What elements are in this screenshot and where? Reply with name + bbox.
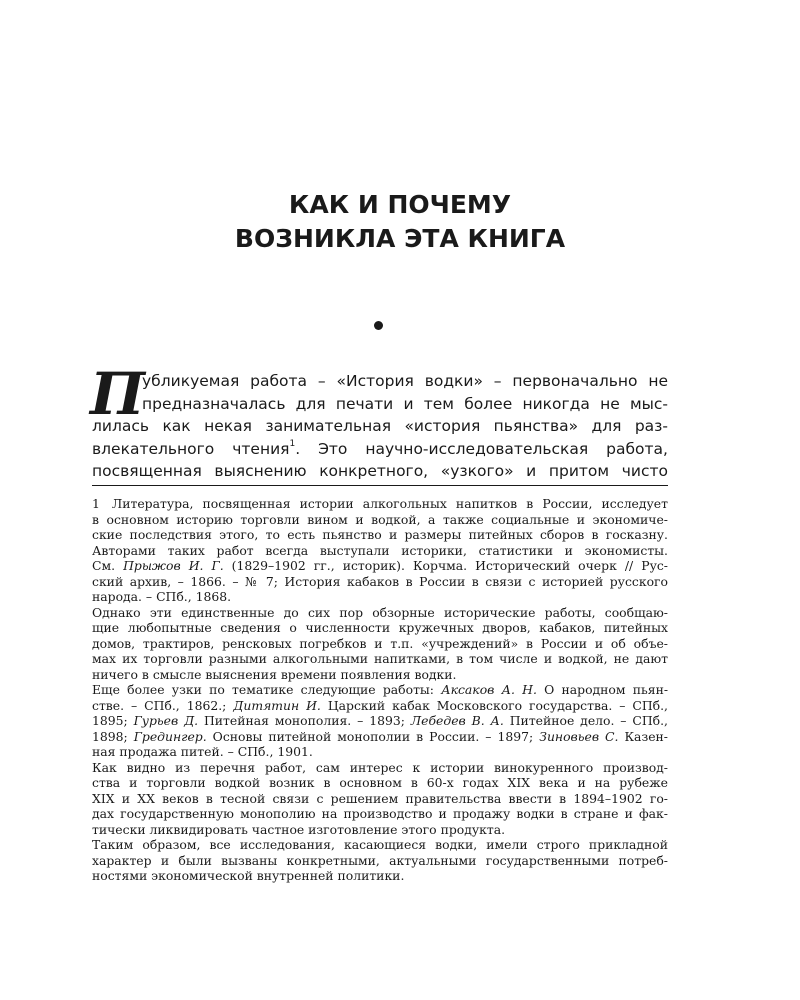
- author-name: Зиновьев С.: [539, 728, 619, 744]
- footnote-line: [92, 682, 668, 698]
- chapter-title-line-2: ВОЗНИКЛА ЭТА КНИГА: [234, 224, 566, 253]
- footnote-line: щие любопытные сведения о численности кружечных дворов, кабаков, питейных: [92, 620, 668, 635]
- footnote-line: Однако эти единственные до сих пор обзорные исторические работы, сообщаю-: [92, 604, 668, 620]
- footnote-line: ничего в смысле выяснения времени появления водки.: [92, 666, 457, 682]
- footnote-line: [92, 558, 668, 574]
- drop-cap: П: [90, 360, 145, 428]
- footnote-line: тически ликвидировать частное изготовление этого продукта.: [92, 821, 506, 837]
- footnote-line: [92, 496, 668, 512]
- footnote-line: [92, 713, 668, 729]
- body-line: убликуемая работа – «История водки» – первоначально не: [142, 372, 668, 390]
- footnote-line: ские последствия этого, то есть пьянство и размеры питейных сборов в госказну.: [92, 527, 668, 542]
- author-name: Прыжов И. Г.: [123, 558, 224, 573]
- footnote-line: дах государственную монополию на производство и продажу водки в стране и фак-: [92, 806, 668, 821]
- footnote-text: Царский кабак Московского государства. – СПб.,: [320, 697, 668, 713]
- footnote-line: народа. – СПб., 1868.: [92, 589, 232, 604]
- body-text-segment: влекательного чтения: [92, 439, 290, 458]
- footnote-line: домов, трактиров, ренсковых погребков и т.п. «учреждений» в России и об объе-: [92, 635, 668, 651]
- footnote-line: Как видно из перечня работ, сам интерес к истории винокуренного производ-: [92, 759, 668, 775]
- body-line: предназначалась для печати и тем более никогда не мыс-: [142, 394, 668, 413]
- footnote-line: в основном историю торговли вином и водкой, а также социальные и экономиче-: [92, 511, 668, 527]
- footnote-line: Авторами таких работ всегда выступали историки, статистики и экономисты.: [92, 542, 668, 558]
- body-paragraph: [90, 360, 668, 483]
- separator-dot: [374, 321, 383, 330]
- footnote-text: См.: [92, 558, 124, 573]
- chapter-title: [0, 188, 800, 256]
- author-name: Дитятин И.: [233, 697, 321, 713]
- footnote-line: ства и торговли водкой возник в основном в 60-х годах XIX века и на рубеже: [92, 775, 668, 790]
- footnote-text: 1895;: [92, 713, 134, 728]
- body-line: посвященная выяснению конкретного, «узкого» и притом чисто: [92, 462, 668, 480]
- footnote-reference: 1: [289, 438, 296, 449]
- footnote-number: 1: [92, 496, 100, 511]
- author-name: Аксаков А. Н.: [441, 682, 537, 697]
- footnote-line: ная продажа питей. – СПб., 1901.: [92, 744, 313, 759]
- footnote-line: ский архив, – 1866. – № 7; История кабаков в России в связи с историей русского: [92, 573, 668, 589]
- footnote-text: Литература, посвященная истории алкогольных напитков в России, исследует: [111, 496, 668, 511]
- chapter-title-line-1: КАК И ПОЧЕМУ: [288, 190, 512, 219]
- footnote-line: XIX и XX веков в тесной связи с решением правительства ввести в 1894–1902 го-: [92, 790, 668, 806]
- footnote-line: [92, 729, 668, 745]
- footnote-text: Казен-: [618, 728, 668, 744]
- footnote-text: стве. – СПб., 1862.;: [92, 697, 234, 713]
- footnote-text: Основы питейной монополии в России. – 1897;: [206, 728, 540, 744]
- footnote-rule: [92, 485, 668, 486]
- footnote-text: О народном пьян-: [536, 682, 669, 697]
- footnote-text: Питейная монополия. – 1893;: [198, 713, 411, 728]
- author-name: Лебедев В. А.: [410, 713, 504, 728]
- footnote: [92, 496, 668, 884]
- footnote-line: мах их торговли разными алкогольными напитками, в том числе и водкой, не дают: [92, 651, 668, 666]
- author-name: Гурьев Д.: [133, 713, 199, 728]
- footnote-text: Еще более узки по тематике следующие работы:: [92, 682, 442, 697]
- footnote-line: ностями экономической внутренней политики.: [92, 868, 405, 883]
- body-text-segment: . Это научно-исследовательская работа,: [295, 439, 668, 458]
- author-name: Гредингер.: [133, 728, 207, 744]
- body-line: [92, 438, 668, 461]
- footnote-line: характер и были вызваны конкретными, актуальными государственными потреб-: [92, 852, 668, 868]
- footnote-text: (1829–1902 гг., историк). Корчма. Исторический очерк // Рус-: [223, 558, 668, 573]
- footnote-line: [92, 698, 668, 714]
- footnote-text: 1898;: [92, 728, 134, 744]
- footnote-text: Питейное дело. – СПб.,: [503, 713, 668, 728]
- body-line: лилась как некая занимательная «история пьянства» для раз-: [92, 417, 668, 435]
- footnote-line: Таким образом, все исследования, касающиеся водки, имели строго прикладной: [92, 837, 668, 852]
